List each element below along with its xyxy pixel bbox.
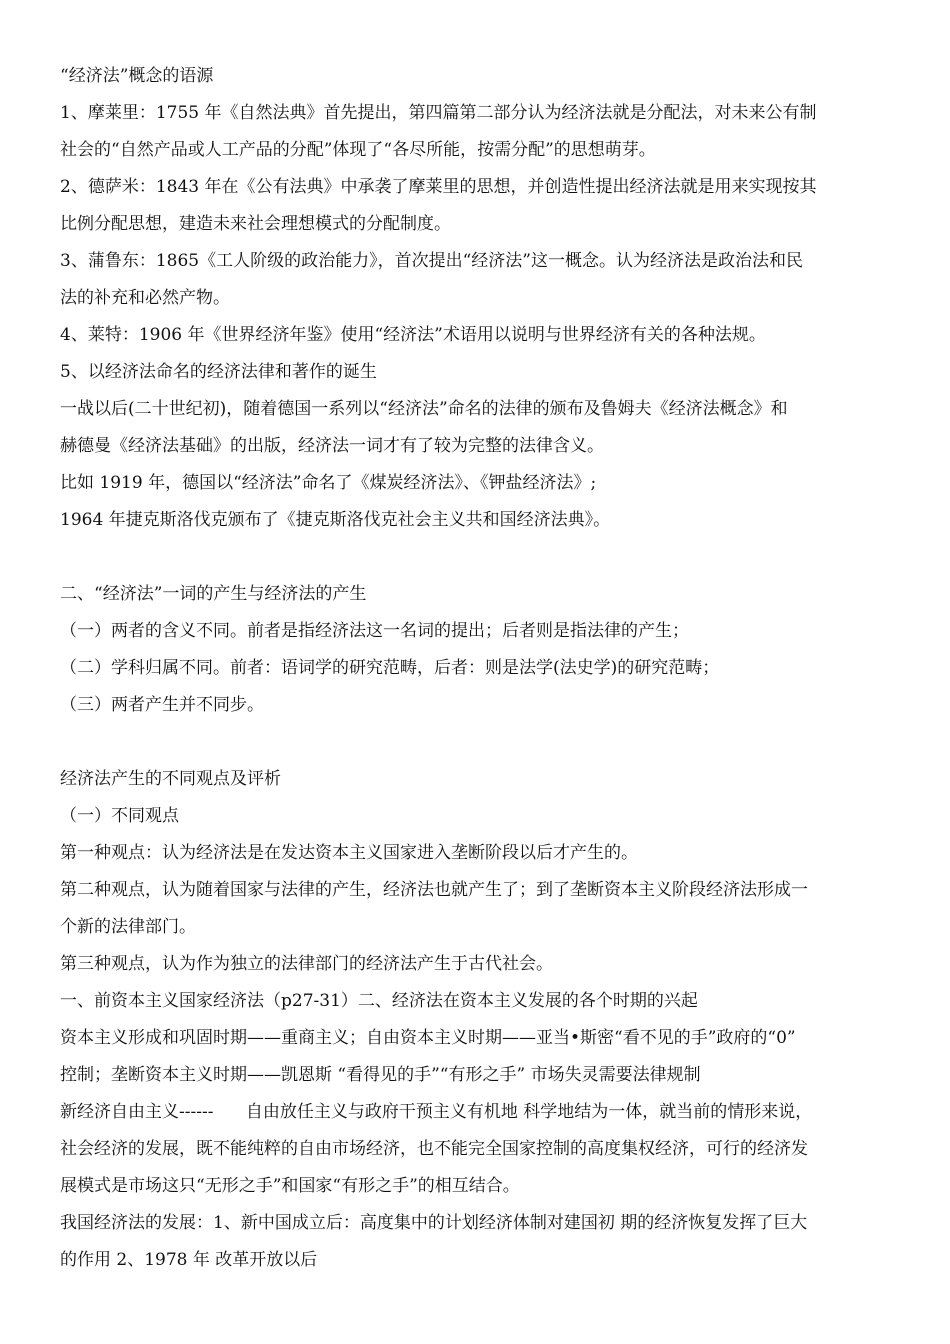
heading-viewpoints: 经济法产生的不同观点及评析 <box>60 769 281 789</box>
paragraph-line: 5、以经济法命名的经济法律和著作的诞生 <box>60 362 377 382</box>
paragraph-line: 比例分配思想，建造未来社会理想模式的分配制度。 <box>60 214 451 234</box>
paragraph-line: 4、莱特：1906 年《世界经济年鉴》使用“经济法”术语用以说明与世界经济有关的各种法规。 <box>60 325 766 345</box>
paragraph-line: 控制；垄断资本主义时期——凯恩斯 “看得见的手”“有形之手” 市场失灵需要法律规制 <box>60 1065 701 1085</box>
paragraph-line: 展模式是市场这只“无形之手”和国家“有形之手”的相互结合。 <box>60 1176 520 1196</box>
paragraph-line: （二）学科归属不同。前者：语词学的研究范畴，后者：则是法学(法史学)的研究范畴； <box>60 658 720 678</box>
paragraph-line: 3、蒲鲁东：1865《工人阶级的政治能力》，首次提出“经济法”这一概念。认为经济法是政治法和民 <box>60 251 803 271</box>
heading-section-two: 二、“经济法”一词的产生与经济法的产生 <box>60 584 367 604</box>
paragraph-line: 第一种观点：认为经济法是在发达资本主义国家进入垄断阶段以后才产生的。 <box>60 843 638 863</box>
document-body <box>60 58 905 1279</box>
paragraph-line: 法的补充和必然产物。 <box>60 288 230 308</box>
heading-etymology: “经济法”概念的语源 <box>60 66 214 86</box>
paragraph-line: 一、前资本主义国家经济法（p27-31）二、经济法在资本主义发展的各个时期的兴起 <box>60 991 698 1011</box>
paragraph-line: 新经济自由主义------ 自由放任主义与政府干预主义有机地 科学地结为一体，就当前的情形来说， <box>60 1102 813 1122</box>
paragraph-line: 1、摩莱里：1755 年《自然法典》首先提出，第四篇第二部分认为经济法就是分配法，对未来公有制 <box>60 103 817 123</box>
paragraph-line: 2、德萨米：1843 年在《公有法典》中承袭了摩莱里的思想，并创造性提出经济法就是用来实现按其 <box>60 177 817 197</box>
paragraph-line: （一）两者的含义不同。前者是指经济法这一名词的提出；后者则是指法律的产生； <box>60 621 689 641</box>
paragraph-line: 一战以后(二十世纪初)，随着德国一系列以“经济法”命名的法律的颁布及鲁姆夫《经济法概念》和 <box>60 399 788 419</box>
paragraph-line: 第三种观点，认为作为独立的法律部门的经济法产生于古代社会。 <box>60 954 553 974</box>
paragraph-line: 我国经济法的发展：1、新中国成立后：高度集中的计划经济体制对建国初 期的经济恢复发挥了巨大 <box>60 1213 808 1233</box>
paragraph-line: 个新的法律部门。 <box>60 917 196 937</box>
paragraph-line: （一）不同观点 <box>60 806 179 826</box>
blank-line <box>60 724 905 761</box>
paragraph-line: 资本主义形成和巩固时期——重商主义；自由资本主义时期——亚当•斯密“看不见的手”政府的“0” <box>60 1028 796 1048</box>
blank-line <box>60 539 905 576</box>
paragraph-line: 的作用 2、1978 年 改革开放以后 <box>60 1250 318 1270</box>
paragraph-line: 社会经济的发展，既不能纯粹的自由市场经济，也不能完全国家控制的高度集权经济，可行的经济发 <box>60 1139 808 1159</box>
paragraph-line: （三）两者产生并不同步。 <box>60 695 264 715</box>
paragraph-line: 1964 年捷克斯洛伐克颁布了《捷克斯洛伐克社会主义共和国经济法典》。 <box>60 510 611 530</box>
paragraph-line: 第二种观点，认为随着国家与法律的产生，经济法也就产生了；到了垄断资本主义阶段经济法形成一 <box>60 880 808 900</box>
paragraph-line: 比如 1919 年，德国以“经济法”命名了《煤炭经济法》、《钾盐经济法》; <box>60 473 597 493</box>
paragraph-line: 社会的“自然产品或人工产品的分配”体现了“各尽所能，按需分配”的思想萌芽。 <box>60 140 656 160</box>
paragraph-line: 赫德曼《经济法基础》的出版，经济法一词才有了较为完整的法律含义。 <box>60 436 604 456</box>
